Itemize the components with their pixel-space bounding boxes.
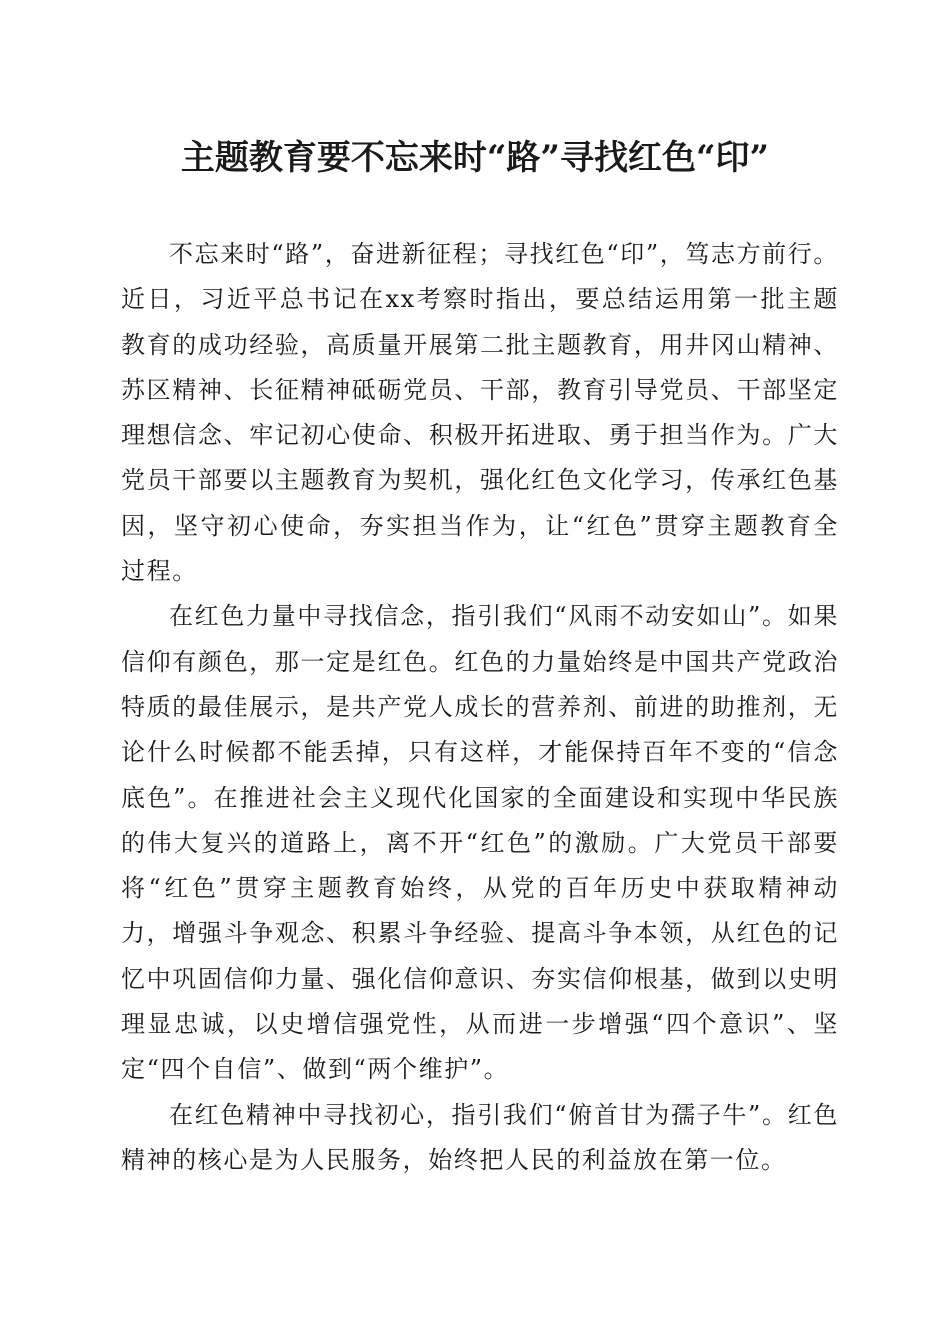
document-title: 主题教育要不忘来时“路”寻找红色“印” [180,138,770,178]
paragraph-1: 不忘来时“路”，奋进新征程；寻找红色“印”，笃志方前行。近日，习近平总书记在xx考察时指出，要总结运用第一批主题教育的成功经验，高质量开展第二批主题教育，用井冈山精神、苏区精神、长征精神砥砺党员、干部，教育引导党员、干部坚定理想信念、牢记初心使命、积极开拓进取、勇于担当作为。广大党员干部要以主题教育为契机，强化红色文化学习，传承红色基因，坚守初心使命，夯实担当作为，让“红色”贯穿主题教育全过程。 [121,240,839,586]
paragraph-2: 在红色力量中寻找信念，指引我们“风雨不动安如山”。如果信仰有颜色，那一定是红色。红色的力量始终是中国共产党政治特质的最佳展示，是共产党人成长的营养剂、前进的助推剂，无论什么时候都不能丢掉，只有这样，才能保持百年不变的“信念底色”。在推进社会主义现代化国家的全面建设和实现中华民族的伟大复兴的道路上，离不开“红色”的激励。广大党员干部要将“红色”贯穿主题教育始终，从党的百年历史中获取精神动力，增强斗争观念、积累斗争经验、提高斗争本领，从红色的记忆中巩固信仰力量、强化信仰意识、夯实信仰根基，做到以史明理显忠诚，以史增信强党性，从而进一步增强“四个意识”、坚定“四个自信”、做到“两个维护”。 [121,602,839,1084]
paragraph-3: 在红色精神中寻找初心，指引我们“俯首甘为孺子牛”。红色精神的核心是为人民服务，始终把人民的利益放在第一位。 [121,1100,839,1174]
document-body [121,232,839,1183]
